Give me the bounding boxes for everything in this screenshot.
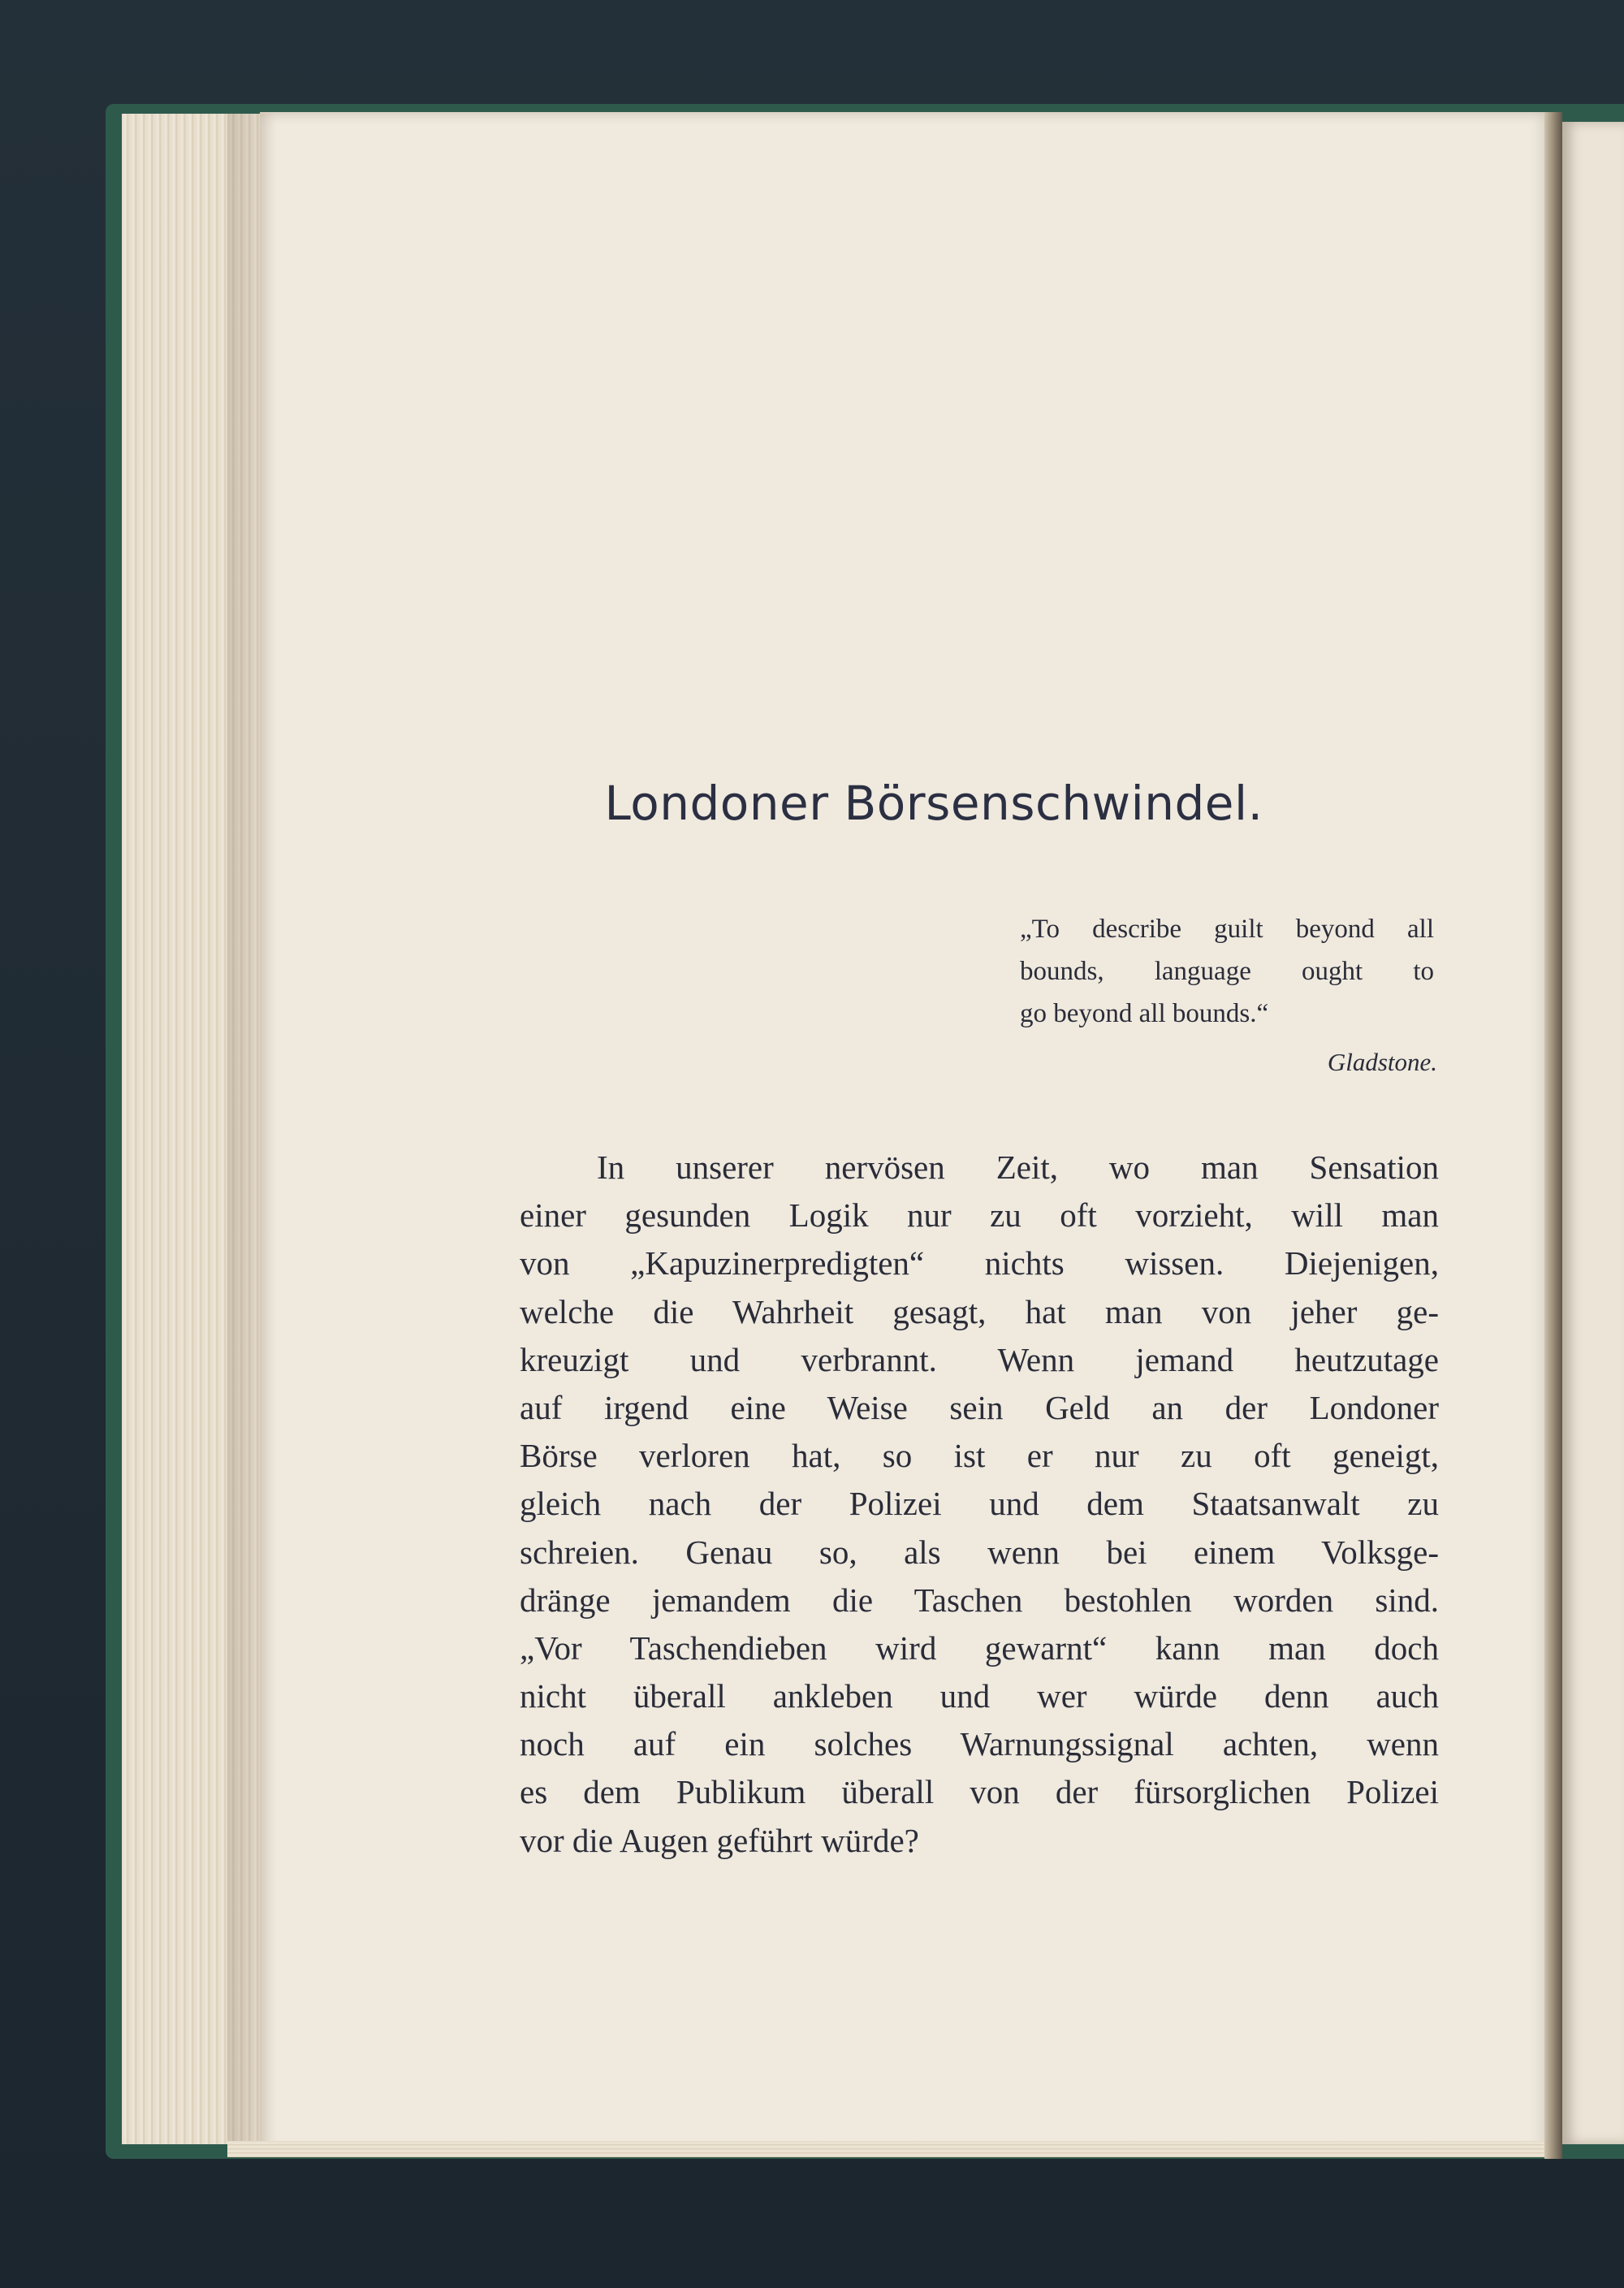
paragraph-line: von „Kapuzinerpredigten“ nichts wissen. Diejenigen, [520, 1244, 1439, 1282]
paragraph-line: es dem Publikum überall von der fürsorglichen Polizei [520, 1773, 1439, 1811]
paragraph-line: kreuzigt und verbrannt. Wenn jemand heutzutage [520, 1340, 1439, 1378]
page-stack-bottom [227, 2141, 1551, 2157]
paragraph-line: nicht überall ankleben und wer würde denn auch [520, 1677, 1439, 1715]
epigraph-line: „To describe guilt beyond all [1020, 915, 1434, 944]
paragraph-line: schreien. Genau so, als wenn bei einem Volksge- [520, 1533, 1439, 1571]
paragraph-line: gleich nach der Polizei und dem Staatsanwalt zu [520, 1485, 1439, 1523]
page-shadow [227, 114, 276, 2152]
epigraph-line: go beyond all bounds.“ [1020, 999, 1269, 1028]
paragraph-line: vor die Augen geführt würde? [520, 1821, 919, 1859]
paragraph-line: welche die Wahrheit gesagt, hat man von jeher ge- [520, 1292, 1439, 1330]
epigraph-attribution: Gladstone. [1327, 1048, 1437, 1076]
paragraph-line: einer gesunden Logik nur zu oft vorzieht, will man [520, 1196, 1439, 1235]
facing-page-edge [1562, 122, 1624, 2144]
paragraph-line: dränge jemandem die Taschen bestohlen worden sind. [520, 1581, 1439, 1619]
chapter-title: Londoner Börsenschwindel. [604, 776, 1263, 831]
paragraph-line: In unserer nervösen Zeit, wo man Sensation [597, 1148, 1439, 1186]
paragraph-line: Börse verloren hat, so ist er nur zu oft geneigt, [520, 1437, 1439, 1475]
epigraph-line: bounds, language ought to [1020, 957, 1434, 986]
epigraph [1020, 908, 1434, 1035]
paragraph-line: auf irgend eine Weise sein Geld an der Londoner [520, 1388, 1439, 1426]
paragraph-line: „Vor Taschendieben wird gewarnt“ kann man doch [520, 1628, 1439, 1667]
book-gutter [1544, 112, 1562, 2159]
paragraph-line: noch auf ein solches Warnungssignal achten, wenn [520, 1725, 1439, 1763]
body-paragraph [520, 1144, 1439, 1865]
